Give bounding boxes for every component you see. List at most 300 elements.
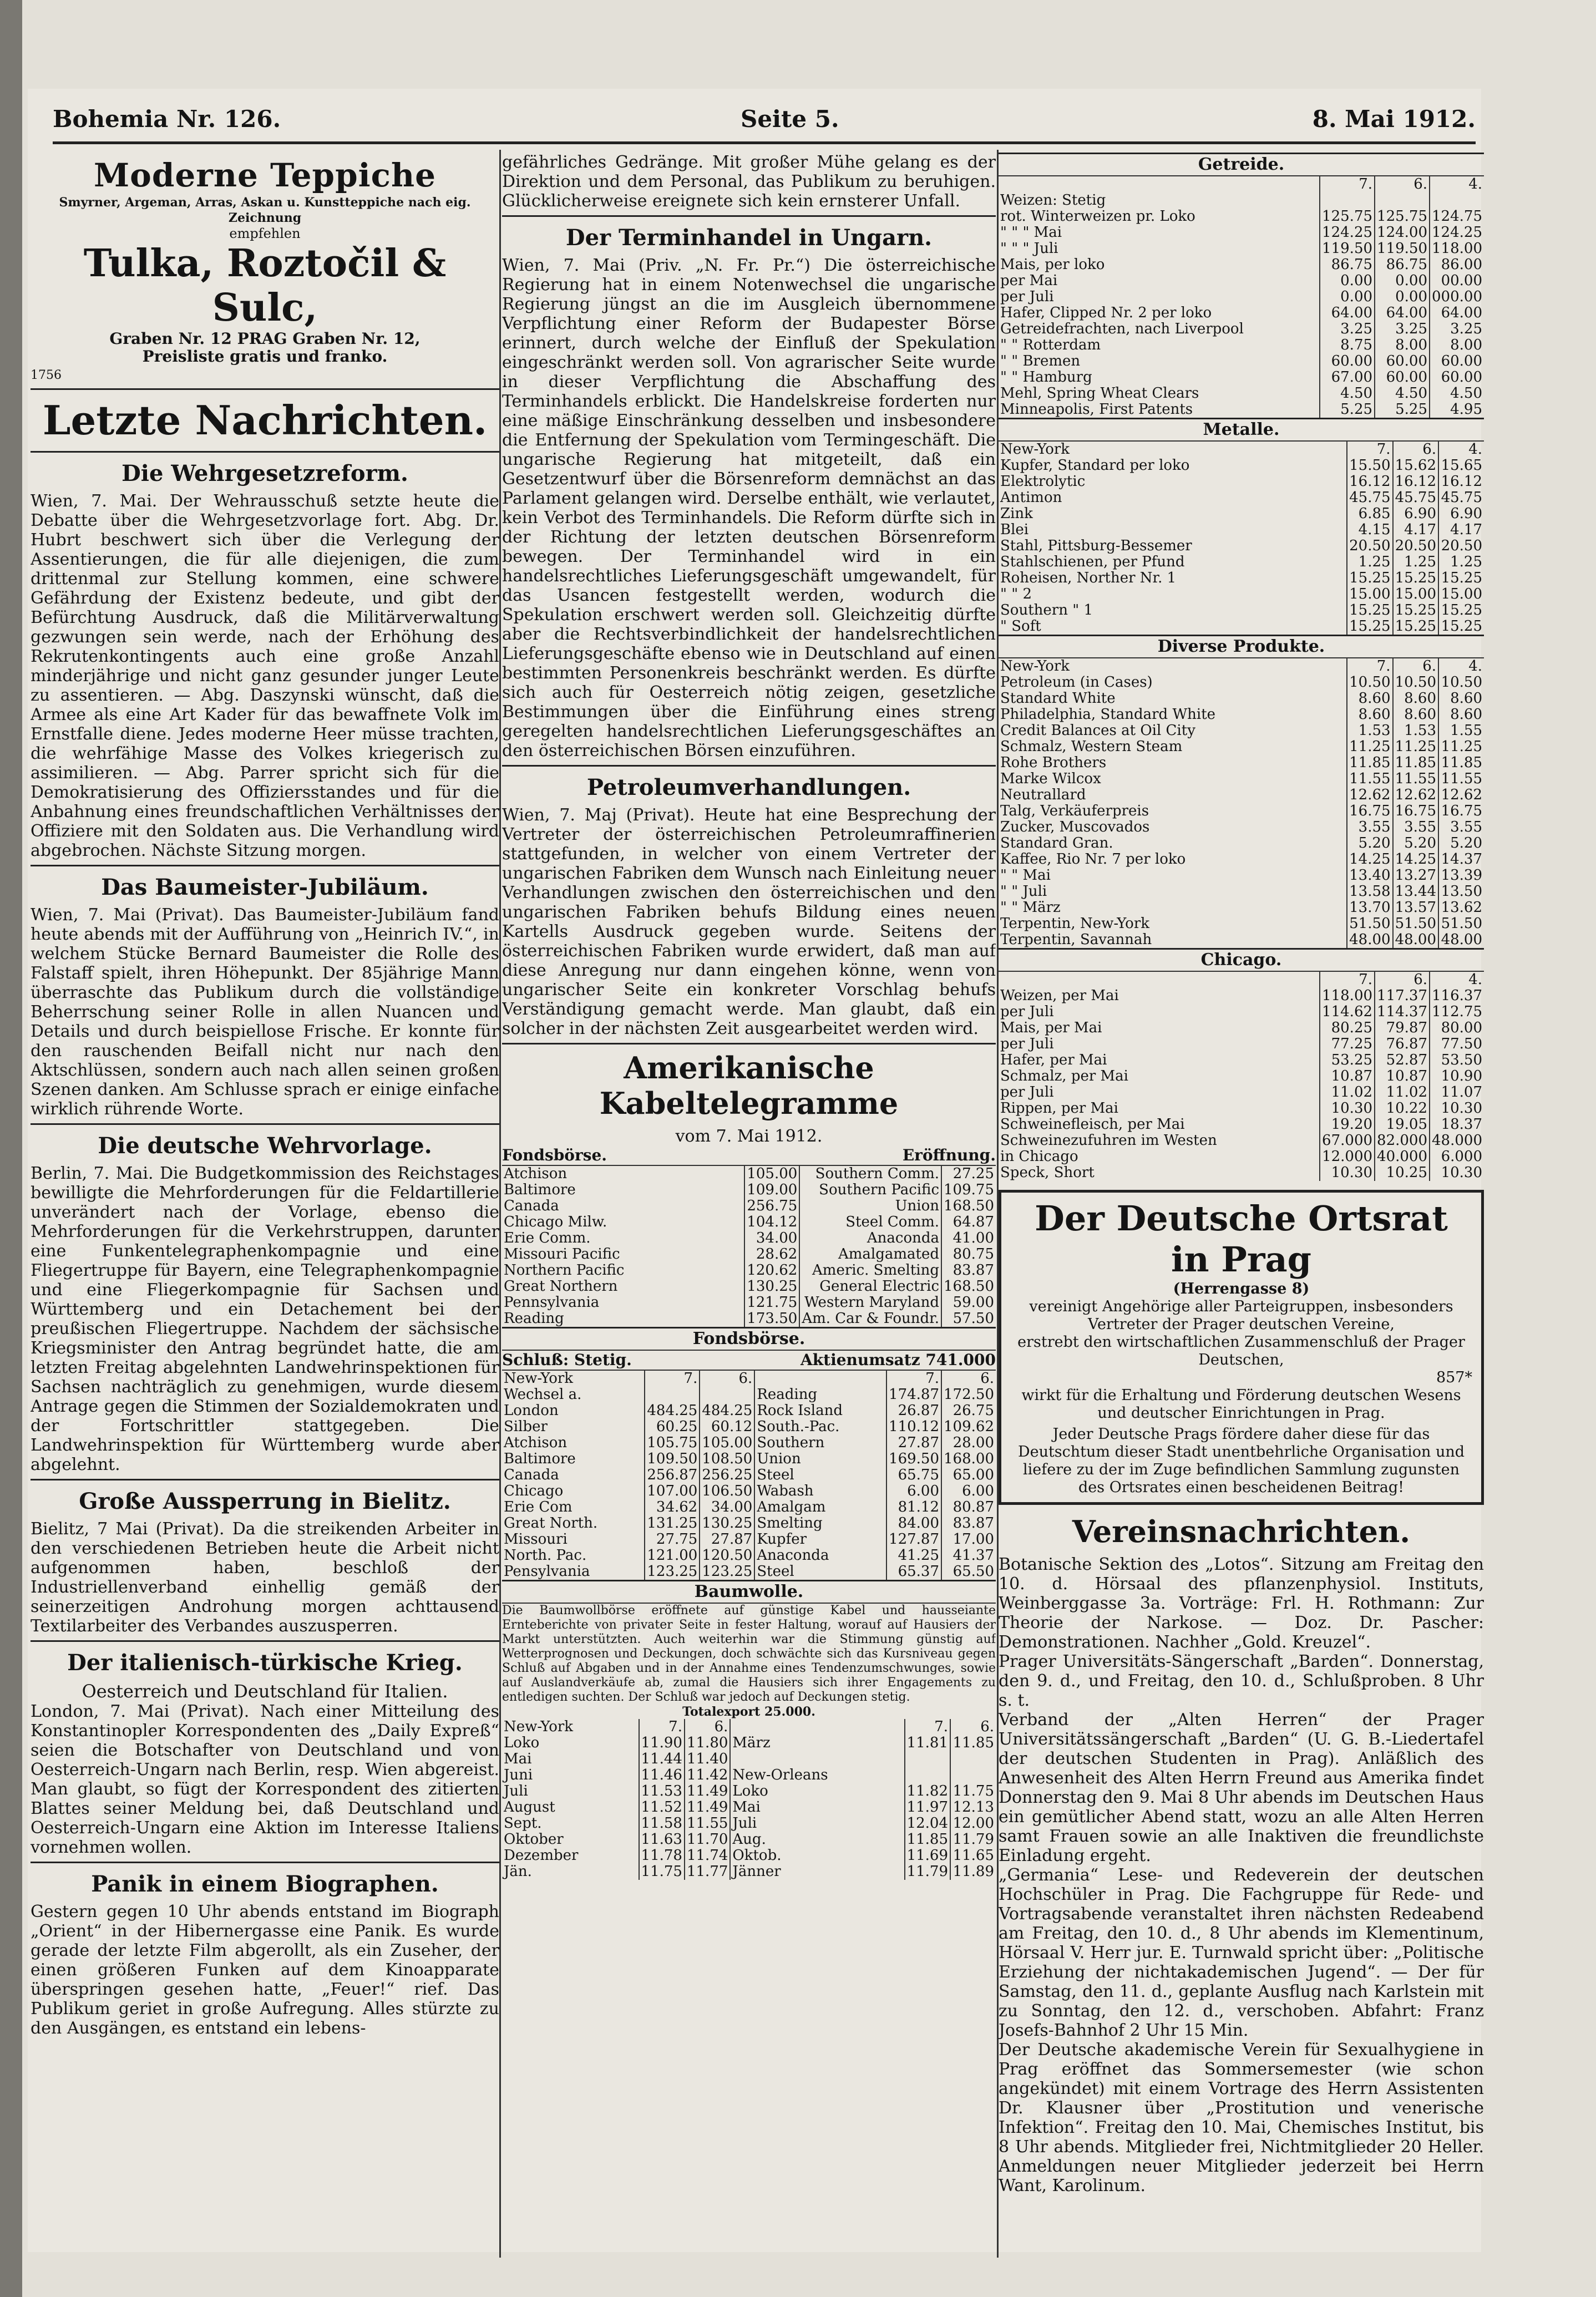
table-cell: 60.00 [1375, 369, 1430, 386]
table-cell: 7. [1347, 658, 1392, 675]
table-cell: 11.79 [950, 1832, 996, 1848]
table-cell: 256.75 [744, 1198, 799, 1214]
table-cell: Getreidefrachten, nach Liverpool [1000, 321, 1244, 337]
table-row [999, 225, 1484, 241]
table-cell: Jänner [730, 1864, 904, 1880]
grain-table [999, 176, 1484, 418]
table-cell: Hafer, per Mai [1000, 1052, 1107, 1068]
table-cell: 65.50 [941, 1564, 996, 1580]
table-cell: 86.75 [1375, 257, 1430, 273]
table-row [502, 1816, 996, 1832]
cotton-heading: Baumwolle. [502, 1580, 996, 1604]
table-row [999, 442, 1484, 458]
table-cell: 5.20 [1393, 835, 1438, 851]
table-cell: Schmalz, Western Steam [1000, 739, 1183, 755]
table-cell: " " März [1000, 900, 1061, 916]
table-cell: Great North. [504, 1515, 598, 1532]
table-cell: 13.50 [1438, 884, 1484, 900]
table-cell: 82.000 [1375, 1133, 1430, 1149]
table-cell: 114.37 [1375, 1004, 1430, 1020]
article-body: gefährliches Gedränge. Mit großer Mühe gelang es der Direktion und dem Personal, das Publikum zu beruhigen. Glücklicherweise ereignete sich kein ernsterer Unfall. [502, 153, 996, 211]
table-cell: Terpentin, Savannah [1000, 932, 1152, 948]
table-row [502, 1467, 996, 1483]
table-row [999, 1165, 1484, 1181]
table-cell: 13.58 [1347, 884, 1392, 900]
table-cell: 174.87 [886, 1387, 941, 1403]
table-cell: Weizen, per Mai [1000, 988, 1119, 1004]
table-header [502, 1351, 996, 1371]
table-row [999, 1101, 1484, 1117]
table-cell: 105.00 [700, 1435, 754, 1451]
table-cell: Pensylvania [504, 1564, 590, 1580]
article-heading: Der Terminhandel in Ungarn. [565, 225, 933, 251]
table-cell: 8.60 [1393, 691, 1438, 707]
table-cell: 3.25 [1320, 321, 1375, 337]
table-row [999, 1084, 1484, 1101]
ortsrat-text: wirkt für die Erhaltung und Förderung deutschen Wesens und deutscher Einrichtungen in Prag. [1021, 1387, 1461, 1422]
table-cell: 51.50 [1347, 916, 1392, 932]
table-row [999, 723, 1484, 739]
table-cell: 484.25 [645, 1403, 700, 1419]
table-cell: 65.00 [941, 1467, 996, 1483]
table-cell: 11.85 [950, 1735, 996, 1751]
cotton-report: Die Baumwollbörse eröffnete auf günstige Kabel und hausseiante Ernteberichte von privater Seite in fester Haltung, worauf auf Hausiers der Markt unterstützten. Auch weiterhin war die Stimmung günstig auf Wetterprognosen und Deckungen, doch schwächte sich das Kursniveau gegen Schluß auf Abgaben und in der Annahme eines Tendenzumschwunges, sowie auf Auslandverkäufe ab, zumal die Hausiers sich ihrer Engagements zu entledigen suchten. Der Schluß war jedoch auf Deckungen stetig. [502, 1604, 996, 1704]
issue-date: 8. Mai 1912. [1312, 105, 1476, 133]
table-cell: 7. [1320, 176, 1375, 192]
ortsrat-text: erstrebt den wirtschaftlichen Zusammenschluß der Prager Deutschen, [1017, 1333, 1465, 1368]
table-row [502, 1864, 996, 1880]
table-row [999, 707, 1484, 723]
table-cell: 41.00 [941, 1230, 996, 1246]
table-row [999, 554, 1484, 570]
table-row [999, 490, 1484, 506]
table-cell: 168.00 [941, 1451, 996, 1467]
table-cell: 11.75 [950, 1783, 996, 1799]
table-row [999, 538, 1484, 554]
table-cell: " " Bremen [1000, 353, 1081, 369]
table-cell: Elektrolytic [1000, 474, 1086, 490]
table-cell: Missouri Pacific [504, 1246, 620, 1262]
table-row [999, 787, 1484, 803]
table-row [502, 1564, 996, 1580]
table-cell: 118.00 [1430, 241, 1484, 257]
table-cell: 11.55 [685, 1816, 730, 1832]
table-cell: 117.37 [1375, 988, 1430, 1004]
table-cell: 13.39 [1438, 868, 1484, 884]
table-cell: 0.00 [1320, 289, 1375, 305]
table-cell: Southern Comm. [799, 1166, 941, 1182]
table-row [502, 1767, 996, 1783]
table-cell: 106.50 [700, 1483, 754, 1499]
table-cell: 1.55 [1438, 723, 1484, 739]
table-cell: 4.17 [1393, 522, 1438, 538]
table-cell: 109.50 [645, 1451, 700, 1467]
table-cell: 127.87 [886, 1532, 941, 1548]
ad-subtitle: Smyrner, Argeman, Arras, Askan u. Kunstteppiche nach eig. Zeichnung [59, 195, 471, 225]
table-cell: 6.00 [886, 1483, 941, 1499]
table-cell: 15.25 [1393, 618, 1438, 635]
table-cell: Standard White [1000, 691, 1116, 707]
article-heading: Der italienisch-türkische Krieg. [67, 1650, 463, 1676]
table-cell: 1.53 [1347, 723, 1392, 739]
table-row [999, 353, 1484, 369]
table-cell: 48.00 [1347, 932, 1392, 948]
table-cell: 20.50 [1347, 538, 1392, 554]
table-cell: 15.00 [1347, 586, 1392, 602]
ortsrat-address: (Herrengasse 8) [1173, 1280, 1310, 1297]
table-row [999, 691, 1484, 707]
table-cell: 11.79 [905, 1864, 950, 1880]
table-cell: 5.25 [1320, 402, 1375, 418]
table-cell: 6.000 [1430, 1149, 1484, 1165]
table-cell: 4.50 [1320, 386, 1375, 402]
table-cell: 6.85 [1347, 506, 1392, 522]
table-cell: 79.87 [1375, 1020, 1430, 1036]
table-cell: 11.49 [685, 1783, 730, 1799]
table-cell: 109.62 [941, 1419, 996, 1435]
table-row [502, 1295, 996, 1311]
table-cell: 11.02 [1375, 1084, 1430, 1101]
table-cell: 0.00 [1375, 289, 1430, 305]
table-row [999, 337, 1484, 353]
table-cell: 11.74 [685, 1848, 730, 1864]
table-cell: 10.90 [1430, 1068, 1484, 1084]
table-cell: 16.75 [1438, 803, 1484, 819]
table-cell: Schweinezufuhren im Westen [1000, 1133, 1217, 1149]
divider [502, 765, 996, 767]
table-cell: 11.25 [1393, 739, 1438, 755]
table-cell: Zucker, Muscovados [1000, 819, 1150, 835]
table-row [999, 835, 1484, 851]
table-cell: 107.00 [645, 1483, 700, 1499]
table-cell: 67.000 [1320, 1133, 1375, 1149]
table-cell [950, 1767, 996, 1783]
table-cell: Sept. [504, 1816, 542, 1832]
table-cell: 15.25 [1347, 618, 1392, 635]
table-cell: 12.62 [1347, 787, 1392, 803]
table-cell: 11.65 [950, 1848, 996, 1864]
table-cell: 11.58 [639, 1816, 685, 1832]
table-cell: 4. [1438, 658, 1484, 675]
table-row [502, 1214, 996, 1230]
table-row [502, 1799, 996, 1816]
table-cell: Weizen: Stetig [1000, 192, 1106, 209]
table-cell: 4. [1438, 442, 1484, 458]
table-row [999, 1149, 1484, 1165]
table-cell: Steel [754, 1564, 886, 1580]
table-cell: Amalgam [754, 1499, 886, 1515]
table-cell: 13.27 [1393, 868, 1438, 884]
article-body: Gestern gegen 10 Uhr abends entstand im Biograph „Orient“ in der Hibernergasse eine Panik. Es wurde gerade der letzte Film abgerollt, als ein Zuseher, der einen größeren Funken auf dem Kinoapparate überspringen gesehen hatte, „Feuer!“ rief. Das Publikum geriet in große Aufregung. Alles stürzte zu den Ausgängen, es entstand ein lebens- [31, 1902, 499, 2038]
table-cell: 11.55 [1347, 771, 1392, 787]
table-cell: Hafer, Clipped Nr. 2 per loko [1000, 305, 1212, 321]
table-cell: Standard Gran. [1000, 835, 1113, 851]
table-cell: 1.25 [1438, 554, 1484, 570]
page-edge-shadow [0, 0, 22, 2297]
table-cell: 8.75 [1320, 337, 1375, 353]
table-cell: 00.00 [1430, 273, 1484, 289]
cable-telegrams-date: vom 7. Mai 1912. [675, 1127, 823, 1146]
table-cell: 34.00 [700, 1499, 754, 1515]
table-cell: 60.00 [1375, 353, 1430, 369]
table-cell: 3.55 [1393, 819, 1438, 835]
table-row [999, 257, 1484, 273]
table-cell: 3.55 [1438, 819, 1484, 835]
table-cell: 4.95 [1430, 402, 1484, 418]
ortsrat-title: Der Deutsche Ortsrat in Prag [1035, 1198, 1448, 1280]
divider [31, 865, 499, 866]
table-cell: 4. [1430, 972, 1484, 988]
table-cell: 15.00 [1438, 586, 1484, 602]
table-row [502, 1832, 996, 1848]
table-title: Fondsbörse. [502, 1327, 996, 1351]
table-cell: 7. [886, 1371, 941, 1387]
table-cell: 11.85 [1393, 755, 1438, 771]
table-row [999, 658, 1484, 675]
table-header-right: Eröffnung. [902, 1146, 996, 1164]
table-cell: 12.000 [1320, 1149, 1375, 1165]
table-cell: 84.00 [886, 1515, 941, 1532]
table-cell: 18.37 [1430, 1117, 1484, 1133]
table-cell: 27.25 [941, 1166, 996, 1182]
table-cell: 6. [700, 1371, 754, 1387]
table-cell: 118.00 [1320, 988, 1375, 1004]
table-cell: 57.50 [941, 1311, 996, 1327]
table-cell: 108.50 [700, 1451, 754, 1467]
table-row [999, 1036, 1484, 1052]
table-row [502, 1182, 996, 1198]
table-cell: Erie Comm. [504, 1230, 591, 1246]
table-cell: " " Rotterdam [1000, 337, 1101, 353]
table-cell: Southern [754, 1435, 886, 1451]
table-cell: 60.00 [1430, 353, 1484, 369]
table-cell: 8.60 [1347, 707, 1392, 723]
table-cell: 5.25 [1375, 402, 1430, 418]
article-heading: Das Baumeister-Jubiläum. [101, 874, 429, 900]
table-cell: 81.12 [886, 1499, 941, 1515]
table-cell: Kupfer, Standard per loko [1000, 458, 1190, 474]
table-row [999, 1020, 1484, 1036]
table-cell: Roheisen, Norther Nr. 1 [1000, 570, 1177, 586]
table-cell: 11.02 [1320, 1084, 1375, 1101]
table-cell: Petroleum (in Cases) [1000, 675, 1153, 691]
table-cell: Atchison [504, 1166, 568, 1182]
table-cell: 60.00 [1430, 369, 1484, 386]
table-cell: 1.53 [1393, 723, 1438, 739]
table-cell: 484.25 [700, 1403, 754, 1419]
table-cell: 12.62 [1393, 787, 1438, 803]
table-cell: 48.00 [1393, 932, 1438, 948]
table-cell: 15.25 [1393, 602, 1438, 618]
table-cell: 64.00 [1430, 305, 1484, 321]
table-cell: 130.25 [700, 1515, 754, 1532]
table-row [502, 1499, 996, 1515]
table-cell: 10.25 [1375, 1165, 1430, 1181]
table-cell: 7. [905, 1719, 950, 1735]
table-cell: 112.75 [1430, 1004, 1484, 1020]
table-cell [999, 176, 1320, 192]
column-3 [999, 153, 1484, 2195]
table-cell: 11.52 [639, 1799, 685, 1816]
table-cell [950, 1751, 996, 1767]
table-row [999, 402, 1484, 418]
table-cell: 121.75 [744, 1295, 799, 1311]
table-cell: 11.90 [639, 1735, 685, 1751]
table-cell: 65.37 [886, 1564, 941, 1580]
divider [31, 451, 499, 453]
table-cell: 131.25 [645, 1515, 700, 1532]
article-body: Bielitz, 7 Mai (Privat). Da die streikenden Arbeiter in den verschiedenen Betrieben heute die Arbeit nicht aufgenommen haben, beschloß der Industriellenverband einhellig gemäß der seinerzeitigen Androhung morgen achttausend Textilarbeiter des Verbandes auszusperren. [31, 1519, 499, 1636]
ortsrat-text: Jeder Deutsche Prags fördere daher diese für das Deutschtum dieser Stadt unentbehrliche Organisation und liefere zu der im Zuge befindlichen Sammlung zugunsten des Ortsrates einen bescheidenen Beitrag! [1017, 1426, 1465, 1496]
table-row [999, 386, 1484, 402]
table-cell: Mehl, Spring Wheat Clears [1000, 386, 1199, 402]
table-cell: Baltimore [504, 1182, 576, 1198]
table-cell: Union [754, 1451, 886, 1467]
table-cell: 121.00 [645, 1548, 700, 1564]
table-cell: 7. [645, 1371, 700, 1387]
table-cell: 11.89 [950, 1864, 996, 1880]
table-cell: Great Northern [504, 1279, 618, 1295]
table-cell: 51.50 [1393, 916, 1438, 932]
table-cell: 11.42 [685, 1767, 730, 1783]
table-cell: Rock Island [754, 1403, 886, 1419]
table-cell: 104.12 [744, 1214, 799, 1230]
table-cell: 3.55 [1347, 819, 1392, 835]
table-cell: 13.40 [1347, 868, 1392, 884]
table-cell: 60.00 [1320, 353, 1375, 369]
table-row [999, 675, 1484, 691]
table-cell: Reading [754, 1387, 886, 1403]
table-cell: 169.50 [886, 1451, 941, 1467]
table-cell: Missouri [504, 1532, 568, 1548]
table-cell: 8.60 [1438, 691, 1484, 707]
table-cell: 11.55 [1393, 771, 1438, 787]
page-number: Seite 5. [741, 105, 839, 133]
table-cell: Jän. [504, 1864, 532, 1880]
share-turnover: Aktienumsatz 741.000 [800, 1351, 996, 1369]
table-cell: 124.00 [1375, 225, 1430, 241]
table-cell [645, 1387, 700, 1403]
table-cell: " " " Mai [1000, 225, 1062, 241]
table-cell: 114.62 [1320, 1004, 1375, 1020]
table-cell: 12.04 [905, 1816, 950, 1832]
article-heading: Panik in einem Biographen. [91, 1871, 439, 1897]
table-cell: 12.13 [950, 1799, 996, 1816]
table-header-left: Fondsbörse. [502, 1146, 607, 1164]
table-row [999, 803, 1484, 819]
cotton-prices-table [502, 1719, 996, 1880]
table-cell: 11.25 [1438, 739, 1484, 755]
table-row [999, 1068, 1484, 1084]
table-row [502, 1279, 996, 1295]
table-row [502, 1719, 996, 1735]
table-cell: März [730, 1735, 904, 1751]
article-heading: Die Wehrgesetzreform. [121, 460, 408, 486]
table-cell: 27.87 [886, 1435, 941, 1451]
article-heading: Die deutsche Wehrvorlage. [98, 1133, 432, 1159]
table-row [502, 1403, 996, 1419]
table-cell: 16.12 [1393, 474, 1438, 490]
table-cell: Oktob. [730, 1848, 904, 1864]
table-cell: 64.00 [1375, 305, 1430, 321]
table-cell: 27.75 [645, 1532, 700, 1548]
table-cell: Southern " 1 [1000, 602, 1093, 618]
table-cell: 6. [1393, 442, 1438, 458]
table-cell: 16.12 [1438, 474, 1484, 490]
ad-address: Graben Nr. 12 PRAG Graben Nr. 12, [109, 329, 420, 348]
table-cell: 13.44 [1393, 884, 1438, 900]
table-row [999, 972, 1484, 988]
club-news-item: „Germania“ Lese- und Redeverein der deutschen Hochschüler in Prag. Die Fachgruppe für Rede- und Vortragsabende veranstaltet ihren nächsten Redeabend am Freitag, den 10. d., 8 Uhr abends im Klementinum, Hörsaal V. Herr jur. E. Turnwald spricht über: „Politische Erziehung der nichtakademischen Jugend“. — Der für Samstag, den 11. d., geplante Ausflug nach Karlstein mit zu Sonntag, den 12. d., verschoben. Abfahrt: Franz Josefs-Bahnhof 2 Uhr 15 Min. [999, 1865, 1484, 2040]
table-row [999, 771, 1484, 787]
table-cell: 14.37 [1438, 851, 1484, 868]
table-row [999, 618, 1484, 635]
table-cell: 3.25 [1375, 321, 1430, 337]
table-cell: 80.25 [1320, 1020, 1375, 1036]
table-cell: Chicago Milw. [504, 1214, 607, 1230]
table-cell: 256.25 [700, 1467, 754, 1483]
divider [31, 1862, 499, 1863]
table-cell: 11.55 [1438, 771, 1484, 787]
table-cell: 3.25 [1430, 321, 1484, 337]
table-cell: 13.62 [1438, 900, 1484, 916]
table-row [999, 369, 1484, 386]
ortsrat-code: 857* [1436, 1369, 1472, 1386]
table-cell: 0.00 [1375, 273, 1430, 289]
table-cell: 10.87 [1320, 1068, 1375, 1084]
table-cell: 4.50 [1375, 386, 1430, 402]
products-table [999, 658, 1484, 948]
table-cell: North. Pac. [504, 1548, 587, 1564]
table-cell: 34.00 [744, 1230, 799, 1246]
table-cell: 10.50 [1438, 675, 1484, 691]
table-cell: Southern Pacific [799, 1182, 941, 1198]
table-cell: 105.75 [645, 1435, 700, 1451]
table-cell: 60.12 [700, 1419, 754, 1435]
table-cell: Silber [504, 1419, 548, 1435]
table-cell: 28.00 [941, 1435, 996, 1451]
table-cell: 8.60 [1347, 691, 1392, 707]
table-cell: 10.87 [1375, 1068, 1430, 1084]
table-cell: 11.07 [1430, 1084, 1484, 1101]
table-cell: Northern Pacific [504, 1262, 625, 1279]
table-cell: 11.46 [639, 1767, 685, 1783]
table-cell: 5.20 [1438, 835, 1484, 851]
table-cell: 6. [1375, 972, 1430, 988]
table-cell: 6.00 [941, 1483, 996, 1499]
article-body: Wien, 7. Mai. Der Wehrausschuß setzte heute die Debatte über die Wehrgesetzvorlage fort. Abg. Dr. Hubrt beschwert sich über die Verlegung der Assentierungen, die für alle diejenigen, die zum drittenmal zur Stellung kommen, eine schwere Gefährdung der Existenz bedeute, und gibt der Befürchtung Ausdruck, daß die Militärverwaltung gezwungen sein werde, nach der Erhöhung des Rekrutenkontingents auch eine große Anzahl minderjährige und nicht ganz gesunder junger Leute zu assentieren. — Abg. Daszynski wünscht, daß die Armee als eine Art Kader für das bewaffnete Volk im Ernstfalle diene. Jedes moderne Heer müsse trachten, die wehrfähige Masse des Volkes kriegerisch zu assimilieren. — Abg. Parrer spricht sich für die Demokratisierung des Offiziersstandes und für die Anbahnung eines freundschaftlichen Verhältnisses der Offiziere mit den Soldaten aus. Die Verhandlung wird abgebrochen. Nächste Sitzung morgen. [31, 491, 499, 860]
table-cell: 1.25 [1393, 554, 1438, 570]
ad-title: Moderne Teppiche [93, 156, 437, 194]
table-cell: 40.000 [1375, 1149, 1430, 1165]
table-cell: 13.70 [1347, 900, 1392, 916]
table-cell: 11.75 [639, 1864, 685, 1880]
table-cell: 6. [685, 1719, 730, 1735]
table-cell: " " Hamburg [1000, 369, 1092, 386]
table-cell: 0.00 [1320, 273, 1375, 289]
table-cell: 10.30 [1430, 1101, 1484, 1117]
table-cell: 45.75 [1347, 490, 1392, 506]
table-cell: 109.00 [744, 1182, 799, 1198]
table-cell: 7. [1347, 442, 1392, 458]
ad-prices: Preisliste gratis und franko. [142, 347, 388, 366]
table-cell: 6. [950, 1719, 996, 1735]
table-cell: Loko [730, 1783, 904, 1799]
table-cell: 168.50 [941, 1198, 996, 1214]
table-cell: Chicago [504, 1483, 564, 1499]
table-cell: 8.00 [1430, 337, 1484, 353]
table-cell: 67.00 [1320, 369, 1375, 386]
